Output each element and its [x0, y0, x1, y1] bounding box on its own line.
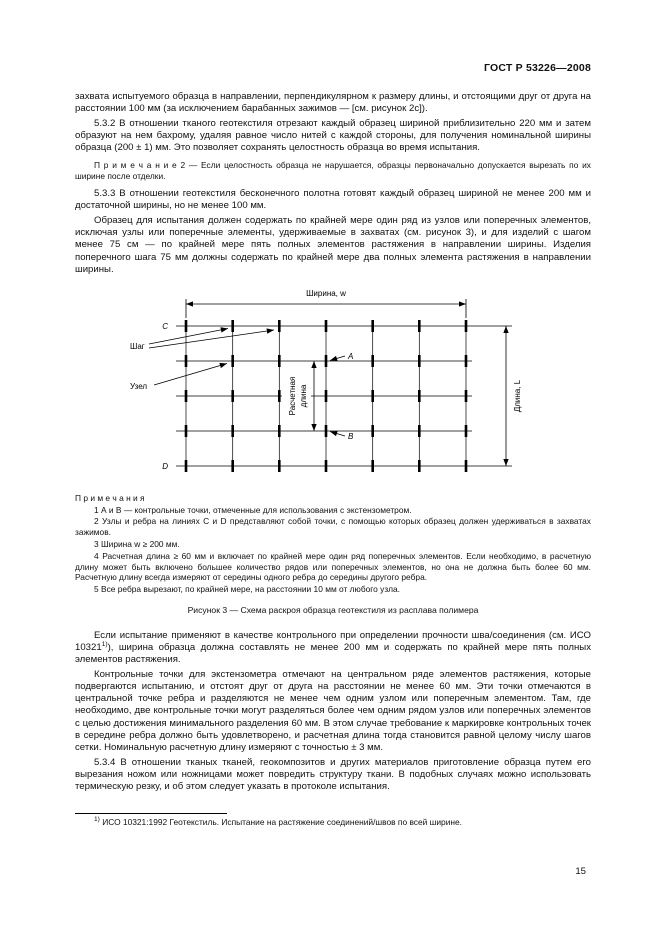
- note-item-5: 5 Все ребра вырезают, по крайней мере, на расстоянии 10 мм от любого узла.: [94, 584, 400, 595]
- line-c-label: C: [162, 321, 168, 331]
- gauge-length-label-line1: Расчетная: [288, 376, 297, 416]
- footnote: [75, 813, 591, 828]
- paragraph-iso-reference: [75, 630, 591, 666]
- length-dimension: [472, 326, 512, 466]
- footnote-text: [75, 817, 591, 828]
- text-run: ), ширина образца должна составлять не менее 200 мм и содержать по крайней мере пять полных элементов растяжения.: [75, 641, 591, 666]
- specimen-cutting-diagram: [118, 286, 548, 484]
- length-dimension-label: Длина, L: [513, 379, 522, 412]
- figure-caption: Рисунок 3 — Схема раскроя образца геотекстиля из расплава полимера: [187, 604, 479, 615]
- width-dimension: [186, 299, 466, 318]
- specimen-grid: [176, 320, 472, 472]
- footnote-marker-inline: 1): [101, 640, 108, 648]
- standard-designation: ГОСТ Р 53226—2008: [483, 62, 591, 74]
- node-label: Узел: [130, 381, 148, 391]
- figure-notes: [75, 493, 591, 595]
- document-body: [75, 62, 591, 828]
- paragraph-control-points: Контрольные точки для экстензометра отмечают на центральном ряде элементов растяжения, которые подвергаются испытанию, и отстоят друг от друга на расстоянии не менее 60 мм. Эти точки отмечаются в центральной точке ребра и разделяются не менее чем одним узлом или поперечным элементом. Там, где необходимо, две контрольные точки могут разделяться более чем одним рядом узлов или поперечных элементов с целью достижения минимального разделения 60 мм. В этом случае требование к маркировке контрольных точек в середине ребра должно быть удовлетворено, и расчетная длина тогда становится равной целому числу шагов сетки. Номинальную расчетную длину измеряют с точностью ± 3 мм.: [75, 669, 591, 753]
- point-b-label: B: [348, 431, 354, 441]
- clause-5-3-2: 5.3.2 В отношении тканого геотекстиля отрезают каждый образец шириной приблизительно 220 мм и затем образуют на нем бахрому, удаляя равное число нитей с каждой стороны, для получения номинальной ширины образца (200 ± 1) мм. Это позволяет сохранять целостность образца во время испытания.: [75, 118, 591, 154]
- pitch-pointers: [149, 328, 274, 348]
- footnote-rule: [75, 813, 227, 814]
- note-2: П р и м е ч а н и е 2 — Если целостность образца не нарушается, образцы первоначально допускается вырезать по их ширине после отделки.: [75, 160, 591, 182]
- figure-3-diagram: [75, 286, 591, 489]
- page-number: 15: [575, 866, 586, 877]
- footnote-marker: 1): [94, 816, 100, 824]
- clause-5-3-3: 5.3.3 В отношении геотекстиля бесконечного полотна готовят каждый образец шириной не менее 200 мм и достаточной ширины, но не менее 100 мм.: [75, 188, 591, 212]
- note-item-4: 4 Расчетная длина ≥ 60 мм и включает по крайней мере один ряд поперечных элементов. Если необходимо, в расчетную длину может быть включено большее количество рядов или поперечных элементов, но она не должна быть более 60 мм. Расчетную длину всегда измеряют от середины одного ребра до середины другого ребра.: [75, 550, 591, 583]
- clause-5-3-4: 5.3.4 В отношении тканых тканей, геокомпозитов и других материалов приготовление образца путем его вырезания ножом или ножницами может повредить структуру ткани. В подобных случаях можно использовать термическую резку, и об этом следует указать в протоколе испытания.: [75, 756, 591, 793]
- notes-title: П р и м е ч а н и я: [75, 492, 145, 503]
- width-dimension-label: Ширина, w: [306, 288, 346, 298]
- note-item-1: 1 А и В — контрольные точки, отмеченные для использования с экстензометром.: [94, 504, 412, 515]
- pitch-label: Шаг: [130, 341, 145, 351]
- note-item-3: 3 Ширина w ≥ 200 мм.: [94, 538, 180, 549]
- paragraph-specimen-requirements: Образец для испытания должен содержать по крайней мере один ряд из узлов или поперечных элементов, исключая узлы или поперечные элементы, удерживаемые в захватах (см. рисунок 3), и для изделий с шагом менее 75 см — по крайней мере пять полных элементов растяжения в направлении ширины. Изделия поперечного шага 75 мм должны содержать по крайней мере два полных элемента растяжения в направлении ширины.: [75, 215, 591, 275]
- note-item-2: 2 Узлы и ребра на линиях С и D представляют собой точки, с помощью которых образец должен удерживаться в захватах зажимов.: [75, 516, 591, 538]
- gauge-length-label-line2: длина: [299, 384, 308, 408]
- text-run: ИСО 10321:1992 Геотекстиль. Испытание на растяжение соединений/швов по всей ширине.: [99, 817, 462, 828]
- node-pointer: [154, 363, 227, 385]
- line-d-label: D: [162, 461, 168, 471]
- point-a-label: A: [348, 351, 354, 361]
- paragraph-continuation: захвата испытуемого образца в направлении, перпендикулярном к размеру длины, и отстоящими друг от друга на расстоянии 100 мм (за исключением барабанных зажимов — [см. рисунок 2c]).: [75, 91, 591, 115]
- text-run: Если испытание применяют в качестве контрольного при определении прочности шва/соединения (см. ИСО 10321: [75, 629, 591, 653]
- point-b-pointer: [330, 431, 345, 436]
- point-a-pointer: [330, 356, 345, 361]
